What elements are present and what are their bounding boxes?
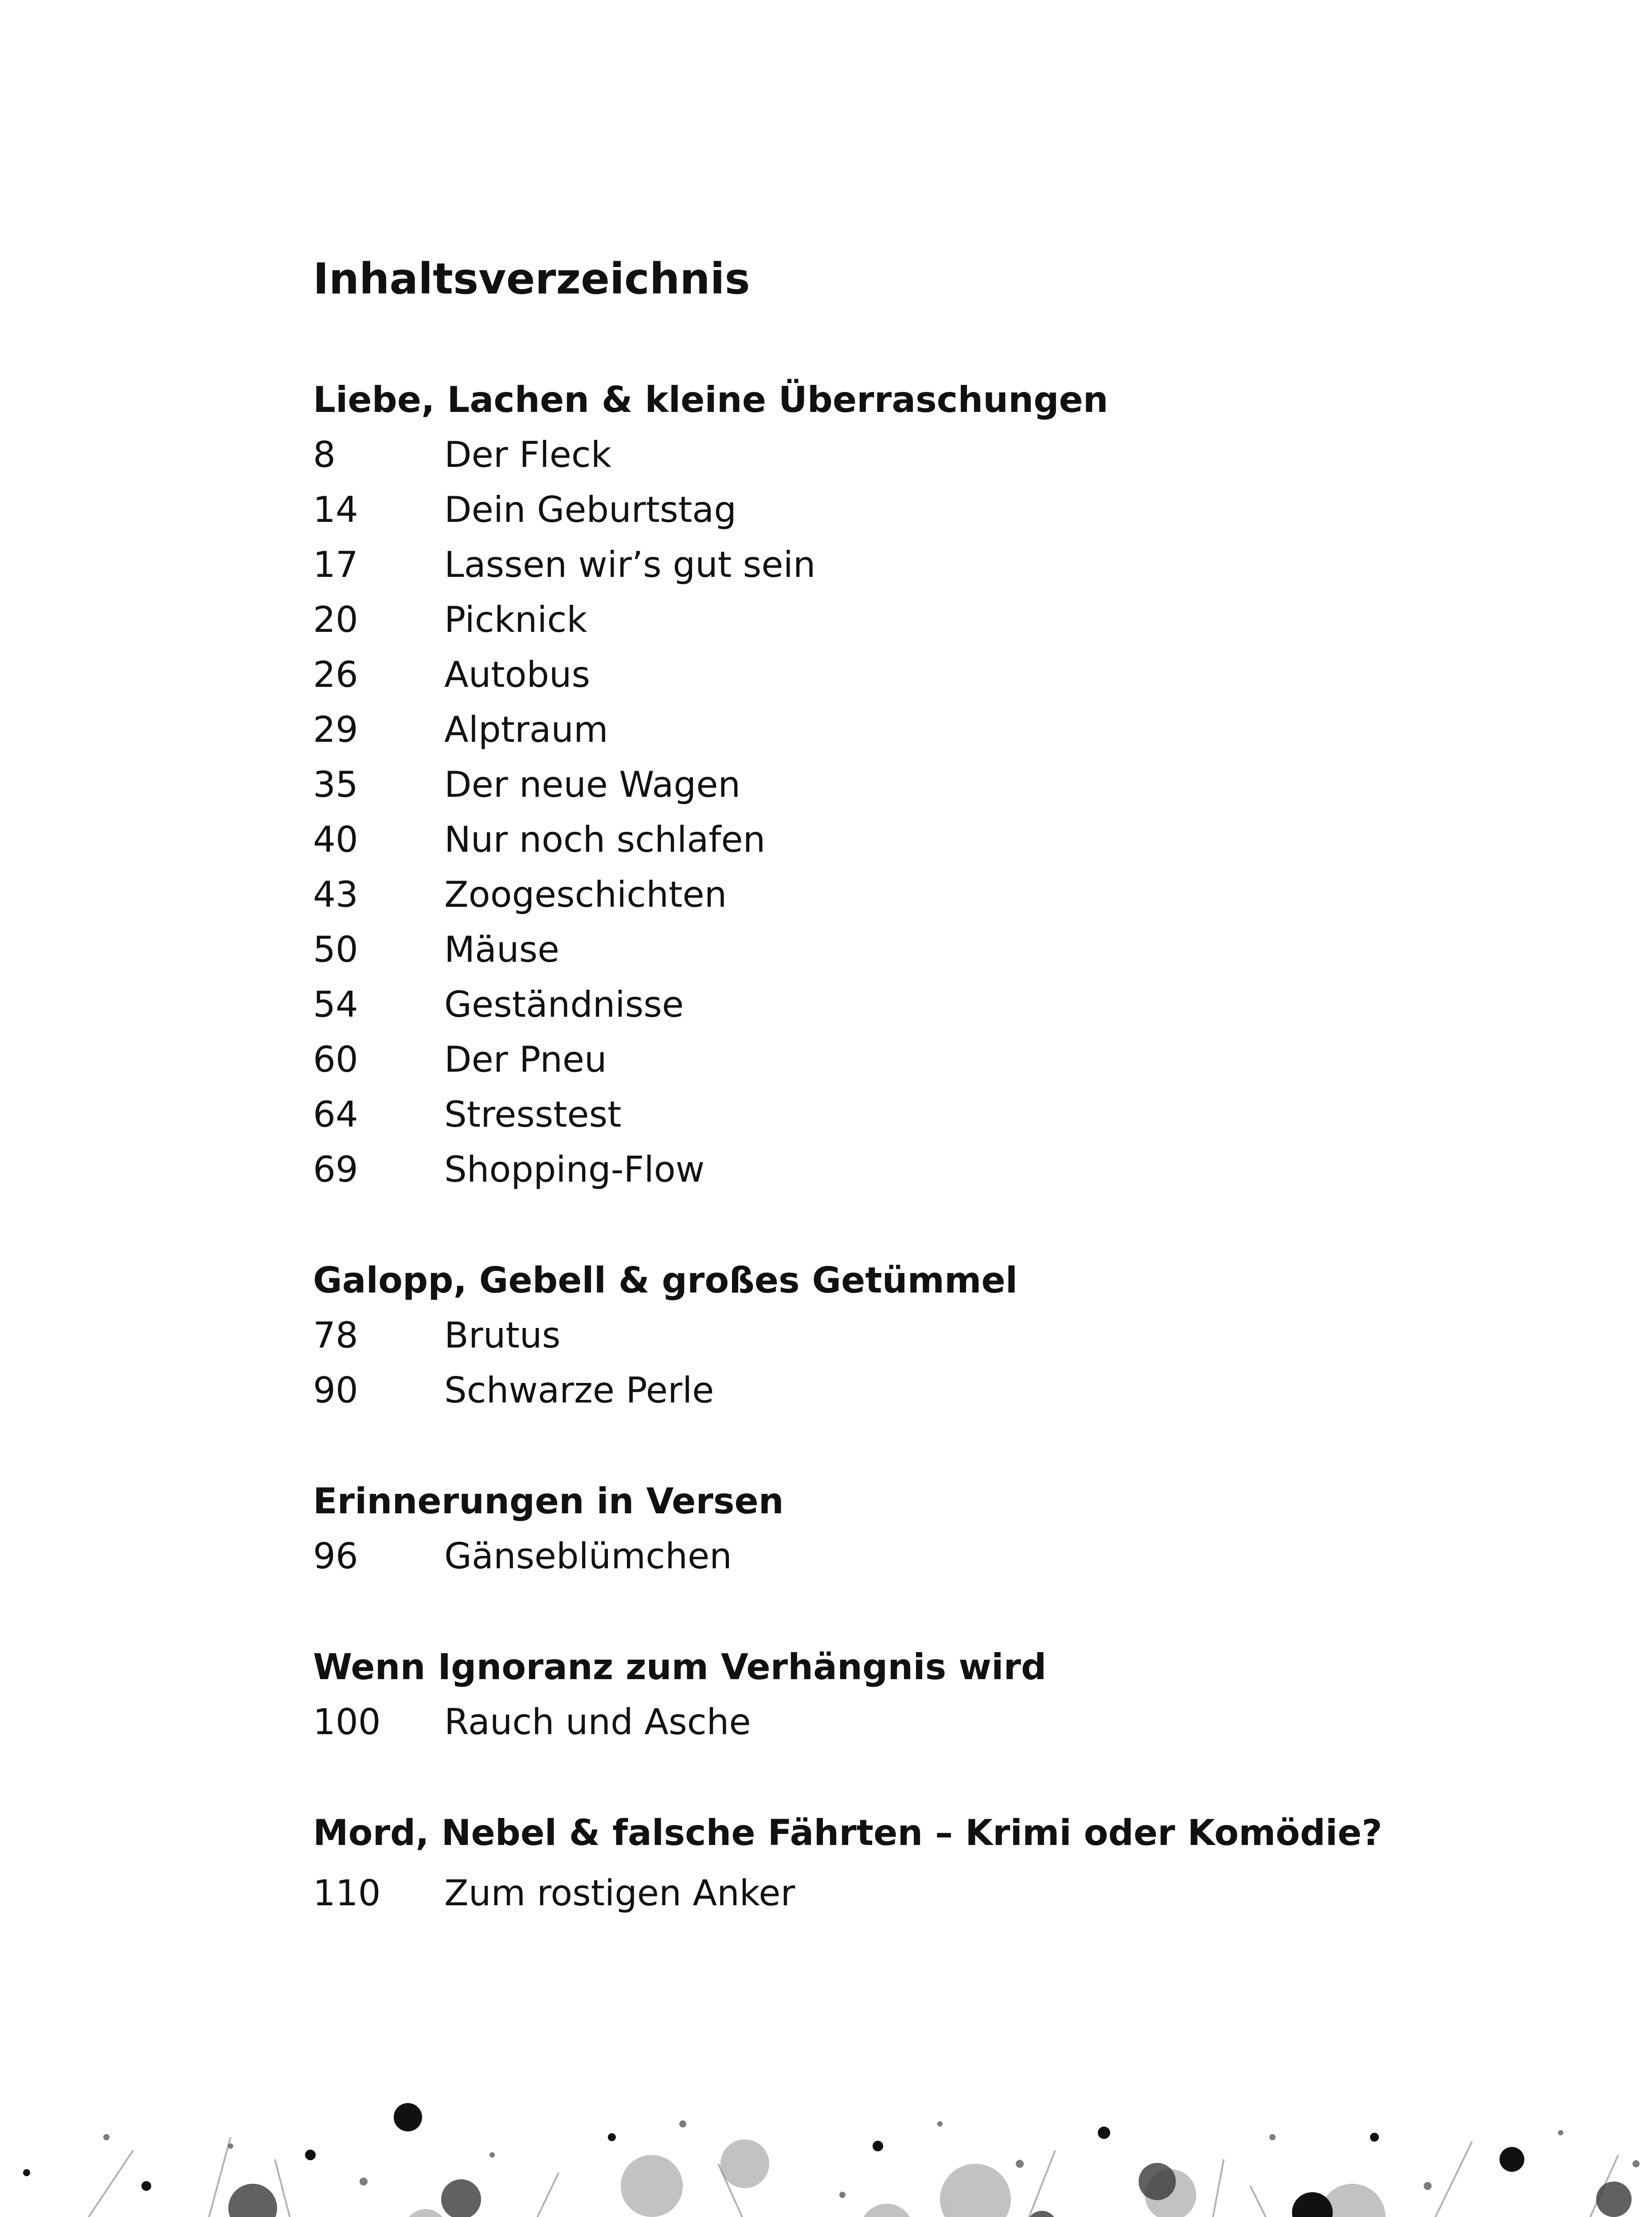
toc-entry[interactable] [313, 702, 1599, 757]
section-spacer [313, 1584, 1599, 1640]
entry-page-number: 20 [313, 599, 358, 640]
entry-page-number: 54 [313, 984, 358, 1025]
page-title: Inhaltsverzeichnis [313, 254, 750, 304]
ink-splatter-decoration [0, 2084, 1652, 2217]
toc-entry[interactable] [313, 1866, 1599, 1921]
entry-title: Der Fleck [444, 434, 611, 475]
toc-entry[interactable] [313, 1032, 1599, 1087]
section-heading: Liebe, Lachen & kleine Überraschungen [313, 379, 1108, 420]
entry-title: Shopping-Flow [444, 1149, 705, 1190]
entry-title: Dein Geburtstag [444, 489, 736, 530]
entry-title: Brutus [444, 1315, 561, 1356]
entry-title: Alptraum [444, 709, 608, 750]
toc-section [313, 372, 1599, 1197]
entry-page-number: 35 [313, 764, 358, 805]
entry-title: Lassen wir’s gut sein [444, 544, 816, 585]
toc-entry[interactable] [313, 812, 1599, 867]
section-spacer [313, 1197, 1599, 1253]
table-of-contents [313, 372, 1599, 1921]
entry-page-number: 64 [313, 1094, 358, 1135]
entry-page-number: 110 [313, 1872, 381, 1914]
toc-entry[interactable] [313, 482, 1599, 537]
entry-page-number: 14 [313, 489, 358, 530]
section-heading: Galopp, Gebell & großes Getümmel [313, 1260, 1018, 1301]
entry-page-number: 100 [313, 1701, 381, 1743]
entry-page-number: 29 [313, 709, 358, 750]
entry-title: Autobus [444, 654, 590, 695]
entry-page-number: 69 [313, 1149, 358, 1190]
entry-page-number: 26 [313, 654, 358, 695]
entry-title: Gänseblümchen [444, 1535, 732, 1577]
entry-title: Geständnisse [444, 984, 684, 1025]
section-spacer [313, 1750, 1599, 1806]
toc-section [313, 1640, 1599, 1750]
section-heading: Erinnerungen in Versen [313, 1481, 784, 1522]
entry-page-number: 96 [313, 1535, 358, 1577]
entry-page-number: 90 [313, 1370, 358, 1411]
entry-title: Picknick [444, 599, 587, 640]
section-spacer [313, 1418, 1599, 1474]
entry-title: Der neue Wagen [444, 764, 741, 805]
entry-title: Zum rostigen Anker [444, 1872, 795, 1914]
entry-page-number: 8 [313, 434, 336, 475]
entry-page-number: 40 [313, 819, 358, 860]
toc-entry[interactable] [313, 647, 1599, 702]
entry-title: Nur noch schlafen [444, 819, 766, 860]
toc-section [313, 1806, 1599, 1921]
heading-spacer [313, 1861, 1599, 1866]
toc-entry[interactable] [313, 592, 1599, 647]
toc-entry[interactable] [313, 1363, 1599, 1418]
toc-entry[interactable] [313, 1695, 1599, 1750]
section-heading: Mord, Nebel & falsche Fährten – Krimi oder Komödie? [313, 1812, 1382, 1853]
entry-title: Der Pneu [444, 1039, 607, 1080]
toc-entry[interactable] [313, 427, 1599, 482]
toc-entry[interactable] [313, 977, 1599, 1032]
toc-entry[interactable] [313, 537, 1599, 592]
entry-page-number: 60 [313, 1039, 358, 1080]
toc-section [313, 1474, 1599, 1584]
entry-title: Schwarze Perle [444, 1370, 714, 1411]
entry-page-number: 43 [313, 874, 358, 915]
toc-entry[interactable] [313, 867, 1599, 922]
toc-entry[interactable] [313, 1308, 1599, 1363]
entry-page-number: 78 [313, 1315, 358, 1356]
toc-entry[interactable] [313, 1087, 1599, 1142]
entry-title: Stresstest [444, 1094, 622, 1135]
entry-page-number: 17 [313, 544, 358, 585]
entry-title: Rauch und Asche [444, 1701, 751, 1743]
toc-entry[interactable] [313, 1142, 1599, 1197]
entry-title: Zoogeschichten [444, 874, 727, 915]
entry-page-number: 50 [313, 929, 358, 970]
section-heading: Wenn Ignoranz zum Verhängnis wird [313, 1646, 1047, 1688]
toc-section [313, 1253, 1599, 1418]
toc-entry[interactable] [313, 1529, 1599, 1584]
toc-entry[interactable] [313, 922, 1599, 977]
entry-title: Mäuse [444, 929, 560, 970]
toc-entry[interactable] [313, 757, 1599, 812]
